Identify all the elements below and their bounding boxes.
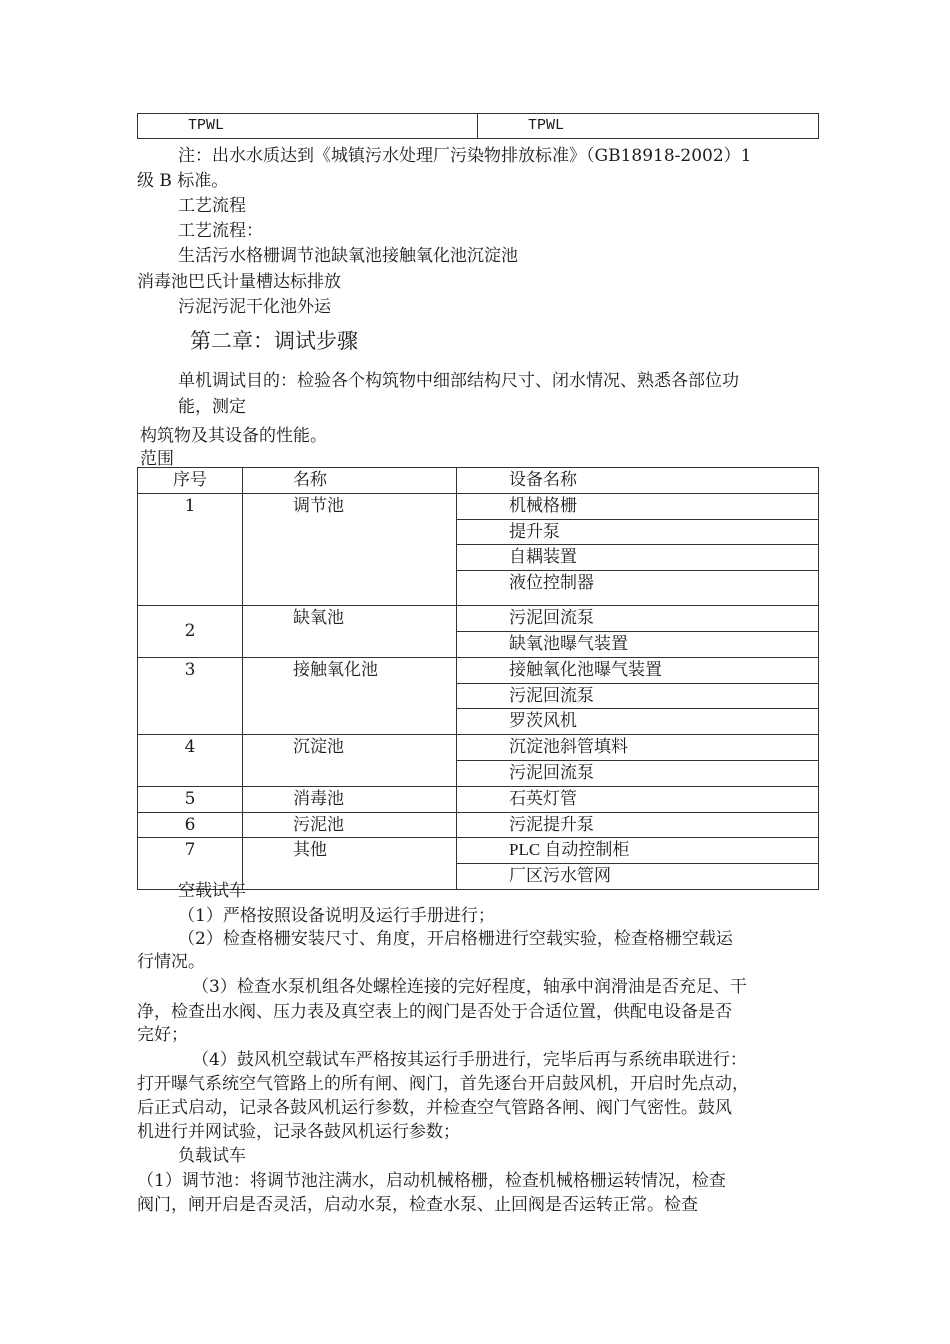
paragraph-line: 净，检查出水阀、压力表及真空表上的阀门是否处于合适位置，供配电设备是否 <box>137 1002 732 1022</box>
row-number: 1 <box>138 493 243 605</box>
facility-name: 消毒池 <box>243 786 457 812</box>
paragraph-line: 后正式启动，记录各鼓风机运行参数，并检查空气管路各闸、阀门气密性。鼓风 <box>137 1098 732 1118</box>
equipment-name: 沉淀池斜管填料 <box>457 735 819 761</box>
paragraph-line: 行情况。 <box>137 952 205 972</box>
table-row <box>138 657 819 683</box>
row-number: 4 <box>138 735 243 787</box>
row-number: 2 <box>138 606 243 658</box>
paragraph-line: （4）鼓风机空载试车严格按其运行手册进行，完毕后再与系统串联进行： <box>192 1050 747 1070</box>
table-row <box>138 606 819 632</box>
paragraph-line: 打开曝气系统空气管路上的所有闸、阀门，首先逐台开启鼓风机，开启时先点动， <box>137 1074 749 1094</box>
equipment-name: 污泥回流泵 <box>457 683 819 709</box>
purpose-line: 单机调试目的：检验各个构筑物中细部结构尺寸、闭水情况、熟悉各部位功 <box>178 371 739 391</box>
equipment-name: 接触氧化池曝气装置 <box>457 657 819 683</box>
row-number: 5 <box>138 786 243 812</box>
facility-name: 其他 <box>243 838 457 890</box>
note-line: 注：出水水质达到《城镇污水处理厂污染物排放标准》（GB18918-2002）1 <box>178 146 752 166</box>
equipment-table <box>137 467 819 890</box>
table-row <box>138 812 819 838</box>
facility-name: 缺氧池 <box>243 606 457 658</box>
equipment-name: PLC 自动控制柜 <box>457 838 819 864</box>
equipment-name: 罗茨风机 <box>457 709 819 735</box>
table-row <box>138 114 819 139</box>
note-line: 级 B 标准。 <box>137 171 229 191</box>
equipment-name: 缺氧池曝气装置 <box>457 631 819 657</box>
chapter-title: 第二章：调试步骤 <box>190 329 358 353</box>
paragraph-line: （2）检查格栅安装尺寸、角度，开启格栅进行空载实验，检查格栅空载运 <box>178 929 733 949</box>
column-header: 设备名称 <box>457 468 819 494</box>
row-number: 6 <box>138 812 243 838</box>
equipment-name: 厂区污水管网 <box>457 864 819 890</box>
table-header-row <box>138 468 819 494</box>
facility-name: 沉淀池 <box>243 735 457 787</box>
process-label: 工艺流程： <box>178 221 263 241</box>
purpose-line: 构筑物及其设备的性能。 <box>140 426 327 446</box>
table-cell: TPWL <box>138 114 478 139</box>
equipment-name: 自耦装置 <box>457 545 819 571</box>
process-line: 污泥污泥干化池外运 <box>178 297 331 317</box>
equipment-name: 污泥提升泵 <box>457 812 819 838</box>
row-number: 3 <box>138 657 243 734</box>
equipment-name: 机械格栅 <box>457 493 819 519</box>
equipment-name: 石英灯管 <box>457 786 819 812</box>
load-heading: 负载试车 <box>178 1146 246 1166</box>
table-row <box>138 786 819 812</box>
paragraph-line: 机进行并网试验，记录各鼓风机运行参数； <box>137 1122 460 1142</box>
table-row <box>138 493 819 519</box>
scope-label: 范围 <box>140 449 174 469</box>
facility-name: 接触氧化池 <box>243 657 457 734</box>
column-header: 序号 <box>138 468 243 494</box>
paragraph-line: （1）严格按照设备说明及运行手册进行； <box>178 906 495 926</box>
paragraph-line: （1）调节池：将调节池注满水，启动机械格栅，检查机械格栅运转情况，检查 <box>137 1171 726 1191</box>
table-row <box>138 838 819 864</box>
paragraph-line: 阀门，闸开启是否灵活，启动水泵，检查水泵、止回阀是否运转正常。检查 <box>137 1195 698 1215</box>
noload-heading: 空载试车 <box>178 881 246 901</box>
process-heading: 工艺流程 <box>178 196 246 216</box>
row-number: 7 <box>138 838 243 890</box>
facility-name: 污泥池 <box>243 812 457 838</box>
paragraph-line: （3）检查水泵机组各处螺栓连接的完好程度，轴承中润滑油是否充足、干 <box>192 977 747 997</box>
purpose-line: 能，测定 <box>178 397 246 417</box>
column-header: 名称 <box>243 468 457 494</box>
top-table <box>137 113 819 139</box>
process-line: 生活污水格栅调节池缺氧池接触氧化池沉淀池 <box>178 246 518 266</box>
facility-name: 调节池 <box>243 493 457 605</box>
equipment-name: 污泥回流泵 <box>457 760 819 786</box>
process-line: 消毒池巴氏计量槽达标排放 <box>137 272 341 292</box>
table-cell: TPWL <box>478 114 819 139</box>
equipment-name: 提升泵 <box>457 519 819 545</box>
paragraph-line: 完好； <box>137 1025 188 1045</box>
equipment-name: 污泥回流泵 <box>457 606 819 632</box>
equipment-name: 液位控制器 <box>457 571 819 606</box>
table-row <box>138 735 819 761</box>
